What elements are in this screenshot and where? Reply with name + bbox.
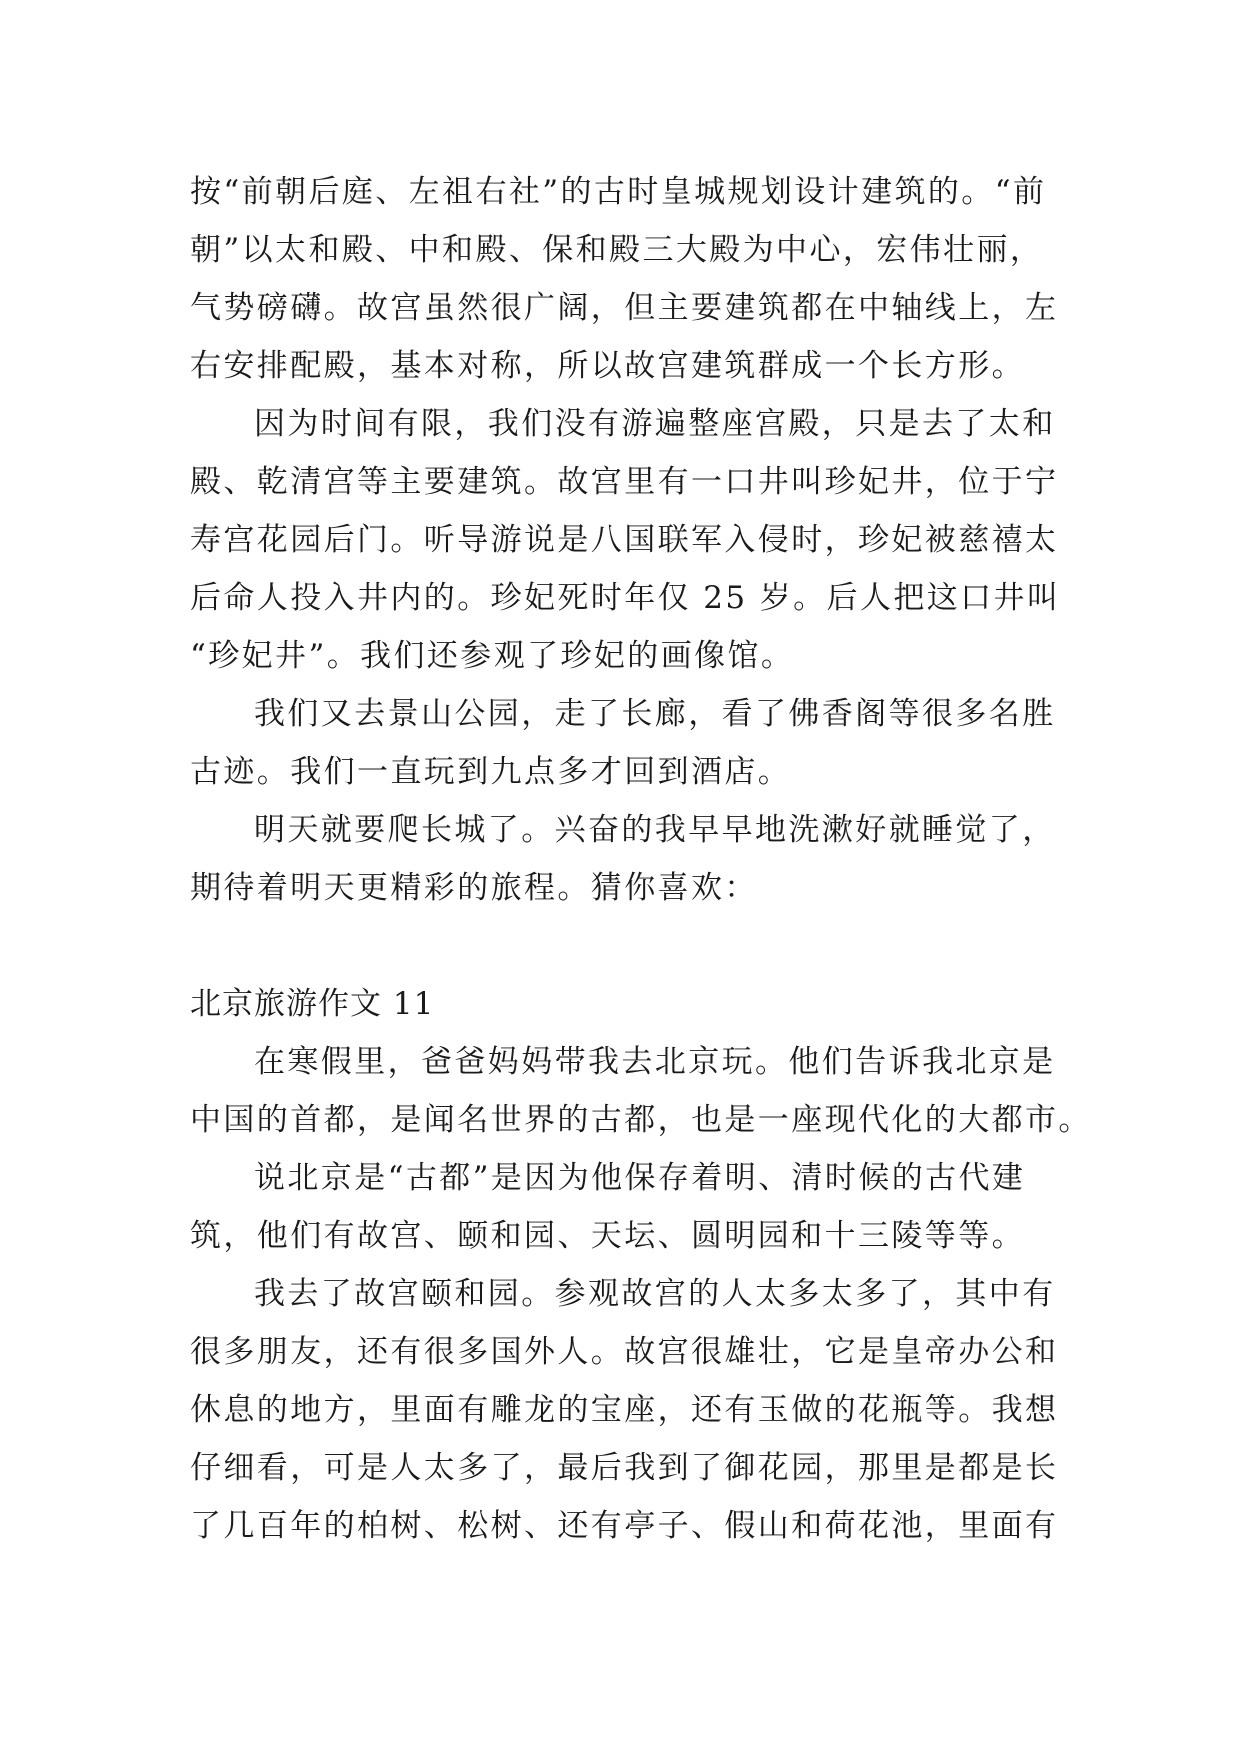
paragraph-line: 右安排配殿，基本对称，所以故宫建筑群成一个长方形。: [190, 348, 1025, 384]
paragraph-1: [190, 163, 1058, 395]
paragraph-line: 气势磅礴。故宫虽然很广阔，但主要建筑都在中轴线上，左: [190, 290, 1059, 326]
paragraph-6: [190, 1149, 1058, 1265]
blank-line: [190, 917, 1058, 975]
paragraph-line: 殿、乾清宫等主要建筑。故宫里有一口井叫珍妃井，位于宁: [190, 464, 1059, 500]
paragraph-line: 我们又去景山公园，走了长廊，看了佛香阁等很多名胜: [254, 696, 1056, 732]
paragraph-line: 说北京是“古都”是因为他保存着明、清时候的古代建: [254, 1160, 1026, 1196]
section-heading: 北京旅游作文 11: [190, 986, 435, 1022]
paragraph-line: 朝”以太和殿、中和殿、保和殿三大殿为中心，宏伟壮丽，: [190, 232, 1044, 268]
paragraph-line: 期待着明天更精彩的旅程。猜你喜欢：: [190, 870, 758, 906]
paragraph-line: 古迹。我们一直玩到九点多才回到酒店。: [190, 754, 792, 790]
paragraph-line: 很多朋友，还有很多国外人。故宫很雄壮，它是皇帝办公和: [190, 1334, 1059, 1370]
paragraph-line: 寿宫花园后门。听导游说是八国联军入侵时，珍妃被慈禧太: [190, 522, 1059, 558]
paragraph-line: 休息的地方，里面有雕龙的宝座，还有玉做的花瓶等。我想: [190, 1392, 1059, 1428]
paragraph-line: 中国的首都，是闻名世界的古都，也是一座现代化的大都市。: [190, 1102, 1092, 1138]
paragraph-line: “珍妃井”。我们还参观了珍妃的画像馆。: [190, 638, 795, 674]
document-body: [190, 163, 1092, 1555]
paragraph-4: [190, 801, 1058, 917]
paragraph-2: [190, 395, 1061, 685]
paragraph-line: 筑，他们有故宫、颐和园、天坛、圆明园和十三陵等等。: [190, 1218, 1025, 1254]
paragraph-3: [190, 685, 1058, 801]
paragraph-line: 我去了故宫颐和园。参观故宫的人太多太多了，其中有: [254, 1276, 1056, 1312]
paragraph-line: 后命人投入井内的。珍妃死时年仅 25 岁。后人把这口井叫: [190, 580, 1061, 616]
paragraph-line: 按“前朝后庭、左祖右社”的古时皇城规划设计建筑的。“前: [190, 174, 1047, 210]
paragraph-line: 了几百年的柏树、松树、还有亭子、假山和荷花池，里面有: [190, 1508, 1059, 1544]
paragraph-line: 因为时间有限，我们没有游遍整座宫殿，只是去了太和: [254, 406, 1056, 442]
paragraph-line: 明天就要爬长城了。兴奋的我早早地洗漱好就睡觉了，: [254, 812, 1056, 848]
paragraph-line: 在寒假里，爸爸妈妈带我去北京玩。他们告诉我北京是: [254, 1044, 1056, 1080]
paragraph-5: [190, 1033, 1092, 1149]
paragraph-line: 仔细看，可是人太多了，最后我到了御花园，那里是都是长: [190, 1450, 1059, 1486]
paragraph-7: [190, 1265, 1058, 1555]
